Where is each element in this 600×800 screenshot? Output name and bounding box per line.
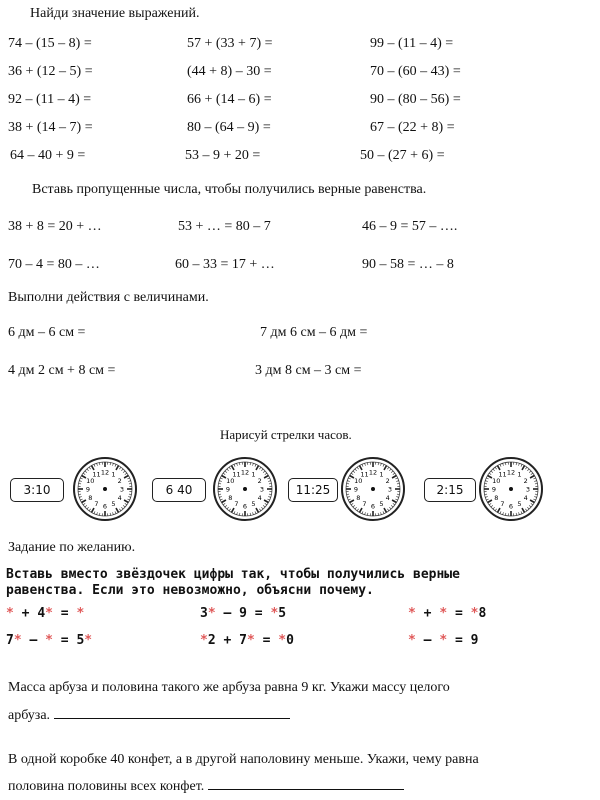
svg-text:3: 3 <box>119 485 125 494</box>
svg-text:3: 3 <box>525 485 531 494</box>
svg-text:1: 1 <box>111 470 116 479</box>
svg-text:12: 12 <box>368 468 378 477</box>
svg-text:9: 9 <box>491 485 497 494</box>
svg-text:10: 10 <box>86 476 95 485</box>
expression-item: 66 + (14 – 6) = <box>187 92 272 107</box>
expression-item: 70 – (60 – 43) = <box>370 64 461 79</box>
quantity-item: 3 дм 8 см – 3 см = <box>255 363 362 378</box>
expression-item: 67 – (22 + 8) = <box>370 120 455 135</box>
svg-text:11: 11 <box>232 470 241 479</box>
svg-text:4: 4 <box>117 493 122 502</box>
expression-item: 99 – (11 – 4) = <box>370 36 454 51</box>
svg-text:8: 8 <box>88 493 93 502</box>
clock-face-icon[interactable] <box>478 456 544 522</box>
svg-text:10: 10 <box>354 476 363 485</box>
equation-item: 38 + 8 = 20 + … <box>8 219 102 234</box>
svg-text:7: 7 <box>500 500 505 509</box>
expression-item: 57 + (33 + 7) = <box>187 36 273 51</box>
puzzle-item: 3* – 9 = *5 <box>200 606 287 621</box>
svg-text:11: 11 <box>92 470 101 479</box>
clock-time-box: 3:10 <box>10 478 64 502</box>
expression-item: 38 + (14 – 7) = <box>8 120 93 135</box>
section4-title: Нарисуй стрелки часов. <box>220 427 352 442</box>
svg-text:12: 12 <box>100 468 110 477</box>
puzzle-item: * + * = *8 <box>408 606 487 621</box>
clock-face-icon[interactable] <box>72 456 138 522</box>
clock-face-icon[interactable] <box>340 456 406 522</box>
svg-text:6: 6 <box>370 502 376 511</box>
svg-text:6: 6 <box>102 502 108 511</box>
section5-instruction-line2: равенства. Если это невозможно, объясни почему. <box>6 583 374 598</box>
expression-item: 80 – (64 – 9) = <box>187 120 271 135</box>
section5-title: Задание по желанию. <box>8 540 136 555</box>
section2-title: Вставь пропущенные числа, чтобы получились верные равенства. <box>32 182 427 197</box>
svg-text:11: 11 <box>360 470 369 479</box>
expression-item: 53 – 9 + 20 = <box>185 148 261 163</box>
svg-text:8: 8 <box>494 493 499 502</box>
svg-text:4: 4 <box>523 493 528 502</box>
svg-text:1: 1 <box>517 470 522 479</box>
clock-time-box: 2:15 <box>424 478 476 502</box>
section3-title: Выполни действия с величинами. <box>8 290 209 305</box>
svg-text:3: 3 <box>387 485 393 494</box>
section1-title: Найди значение выражений. <box>30 6 200 21</box>
equation-item: 46 – 9 = 57 – …. <box>362 219 458 234</box>
equation-item: 90 – 58 = … – 8 <box>362 257 454 272</box>
problem1-line2: арбуза. <box>8 708 51 723</box>
svg-text:4: 4 <box>385 493 390 502</box>
svg-text:6: 6 <box>508 502 514 511</box>
puzzle-item: 7* – * = 5* <box>6 633 93 648</box>
svg-text:9: 9 <box>353 485 359 494</box>
svg-text:5: 5 <box>111 500 116 509</box>
expression-item: 74 – (15 – 8) = <box>8 36 92 51</box>
svg-text:10: 10 <box>226 476 235 485</box>
problem1-line2-wrap <box>8 706 290 724</box>
clock-time-box: 6 40 <box>152 478 206 502</box>
svg-text:11: 11 <box>498 470 507 479</box>
svg-text:5: 5 <box>517 500 522 509</box>
clock-face-icon[interactable] <box>212 456 278 522</box>
svg-text:2: 2 <box>523 476 528 485</box>
svg-text:7: 7 <box>362 500 367 509</box>
quantity-item: 6 дм – 6 см = <box>8 325 86 340</box>
svg-text:8: 8 <box>228 493 233 502</box>
svg-text:9: 9 <box>85 485 91 494</box>
equation-item: 60 – 33 = 17 + … <box>175 257 275 272</box>
clock-time-box: 11:25 <box>288 478 338 502</box>
svg-text:6: 6 <box>242 502 248 511</box>
svg-text:2: 2 <box>385 476 390 485</box>
problem1-line1: Масса арбуза и половина такого же арбуза равна 9 кг. Укажи массу целого <box>8 680 450 695</box>
expression-item: 92 – (11 – 4) = <box>8 92 92 107</box>
svg-text:1: 1 <box>251 470 256 479</box>
svg-text:5: 5 <box>379 500 384 509</box>
expression-item: 50 – (27 + 6) = <box>360 148 445 163</box>
svg-text:5: 5 <box>251 500 256 509</box>
problem2-line1: В одной коробке 40 конфет, а в другой наполовину меньше. Укажи, чему равна <box>8 752 479 767</box>
expression-item: (44 + 8) – 30 = <box>187 64 272 79</box>
expression-item: 90 – (80 – 56) = <box>370 92 461 107</box>
svg-text:7: 7 <box>94 500 99 509</box>
svg-text:2: 2 <box>117 476 122 485</box>
svg-text:2: 2 <box>257 476 262 485</box>
quantity-item: 7 дм 6 см – 6 дм = <box>260 325 368 340</box>
svg-text:3: 3 <box>259 485 265 494</box>
problem2-line2: половина половины всех конфет. <box>8 779 205 794</box>
problem2-answer-line[interactable] <box>208 777 404 790</box>
svg-text:7: 7 <box>234 500 239 509</box>
svg-text:9: 9 <box>225 485 231 494</box>
problem2-line2-wrap <box>8 777 404 795</box>
svg-text:10: 10 <box>492 476 501 485</box>
quantity-item: 4 дм 2 см + 8 см = <box>8 363 116 378</box>
puzzle-item: * + 4* = * <box>6 606 85 621</box>
svg-text:12: 12 <box>240 468 250 477</box>
problem1-answer-line[interactable] <box>54 706 290 719</box>
svg-text:12: 12 <box>506 468 516 477</box>
svg-text:4: 4 <box>257 493 262 502</box>
equation-item: 53 + … = 80 – 7 <box>178 219 271 234</box>
svg-text:1: 1 <box>379 470 384 479</box>
expression-item: 64 – 40 + 9 = <box>10 148 86 163</box>
equation-item: 70 – 4 = 80 – … <box>8 257 100 272</box>
puzzle-item: * – * = 9 <box>408 633 479 648</box>
svg-text:8: 8 <box>356 493 361 502</box>
section5-instruction-line1: Вставь вместо звёздочек цифры так, чтобы получились верные <box>6 567 460 582</box>
puzzle-item: *2 + 7* = *0 <box>200 633 294 648</box>
expression-item: 36 + (12 – 5) = <box>8 64 93 79</box>
